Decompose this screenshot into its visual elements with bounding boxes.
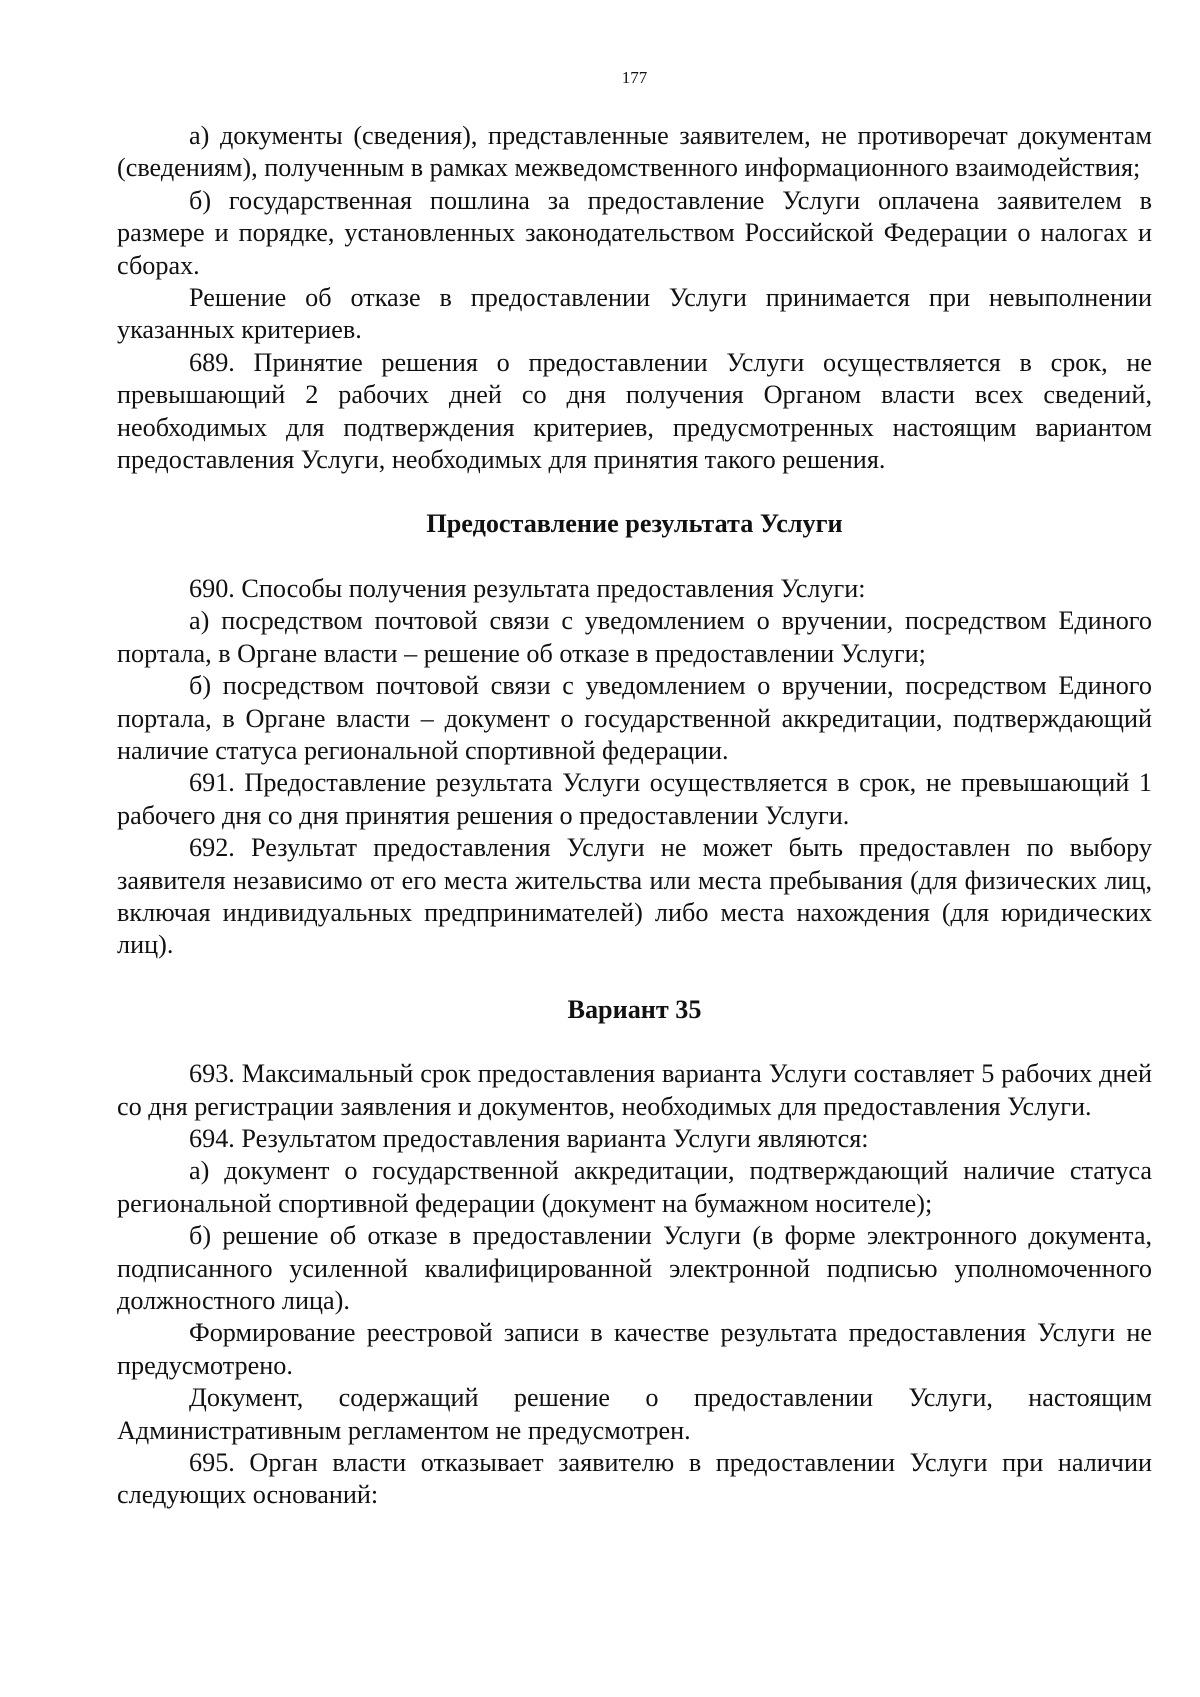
paragraph-refusal-criteria: Решение об отказе в предоставлении Услуги принимается при невыполнении указанных критериев.: [117, 283, 1152, 345]
paragraph-690: 690. Способы получения результата предоставления Услуги:: [189, 573, 866, 603]
document-body: [117, 120, 1152, 1512]
paragraph-criterion-b: б) государственная пошлина за предоставление Услуги оплачена заявителем в размере и порядке, установленных законодательством Российской Федерации о налогах и сборах.: [117, 185, 1152, 280]
paragraph-690-a: а) посредством почтовой связи с уведомлением о вручении, посредством Единого портала, в Органе власти – решение об отказе в предоставлении Услуги;: [117, 606, 1152, 668]
paragraph-693: 693. Максимальный срок предоставления варианта Услуги составляет 5 рабочих дней со дня регистрации заявления и документов, необходимых для предоставления Услуги.: [117, 1059, 1152, 1121]
section-heading-result: Предоставление результата Услуги: [426, 509, 843, 539]
paragraph-695: 695. Орган власти отказывает заявителю в предоставлении Услуги при наличии следующих оснований:: [117, 1448, 1152, 1510]
paragraph-decision-document: Документ, содержащий решение о предоставлении Услуги, настоящим Административным регламентом не предусмотрен.: [117, 1383, 1152, 1445]
paragraph-694: 694. Результатом предоставления варианта Услуги являются:: [189, 1123, 869, 1153]
section-heading-variant: Вариант 35: [567, 994, 702, 1024]
paragraph-691: 691. Предоставление результата Услуги осуществляется в срок, не превышающий 1 рабочего дня со дня принятия решения о предоставлении Услуги.: [117, 768, 1152, 830]
paragraph-694-a: а) документ о государственной аккредитации, подтверждающий наличие статуса региональной спортивной федерации (документ на бумажном носителе);: [117, 1156, 1152, 1218]
paragraph-criterion-a: а) документы (сведения), представленные заявителем, не противоречат документам (сведениям), полученным в рамках межведомственного информационного взаимодействия;: [117, 121, 1152, 183]
paragraph-692: 692. Результат предоставления Услуги не может быть предоставлен по выбору заявителя независимо от его места жительства или места пребывания (для физических лиц, включая индивидуальных предпринимателей) либо места нахождения (для юридических лиц).: [117, 833, 1152, 960]
paragraph-689: 689. Принятие решения о предоставлении Услуги осуществляется в срок, не превышающий 2 рабочих дней со дня получения Органом власти всех сведений, необходимых для подтверждения критериев, предусмотренных настоящим вариантом предоставления Услуги, необходимых для принятия такого решения.: [117, 347, 1152, 475]
page-number: 177: [621, 68, 648, 87]
paragraph-690-b: б) посредством почтовой связи с уведомлением о вручении, посредством Единого портала, в Органе власти – документ о государственной аккредитации, подтверждающий наличие статуса региональной спортивной федерации.: [117, 671, 1152, 765]
paragraph-registry-record: Формирование реестровой записи в качестве результата предоставления Услуги не предусмотрено.: [117, 1318, 1152, 1380]
paragraph-694-b: б) решение об отказе в предоставлении Услуги (в форме электронного документа, подписанного усиленной квалифицированной электронной подписью уполномоченного должностного лица).: [117, 1221, 1152, 1315]
